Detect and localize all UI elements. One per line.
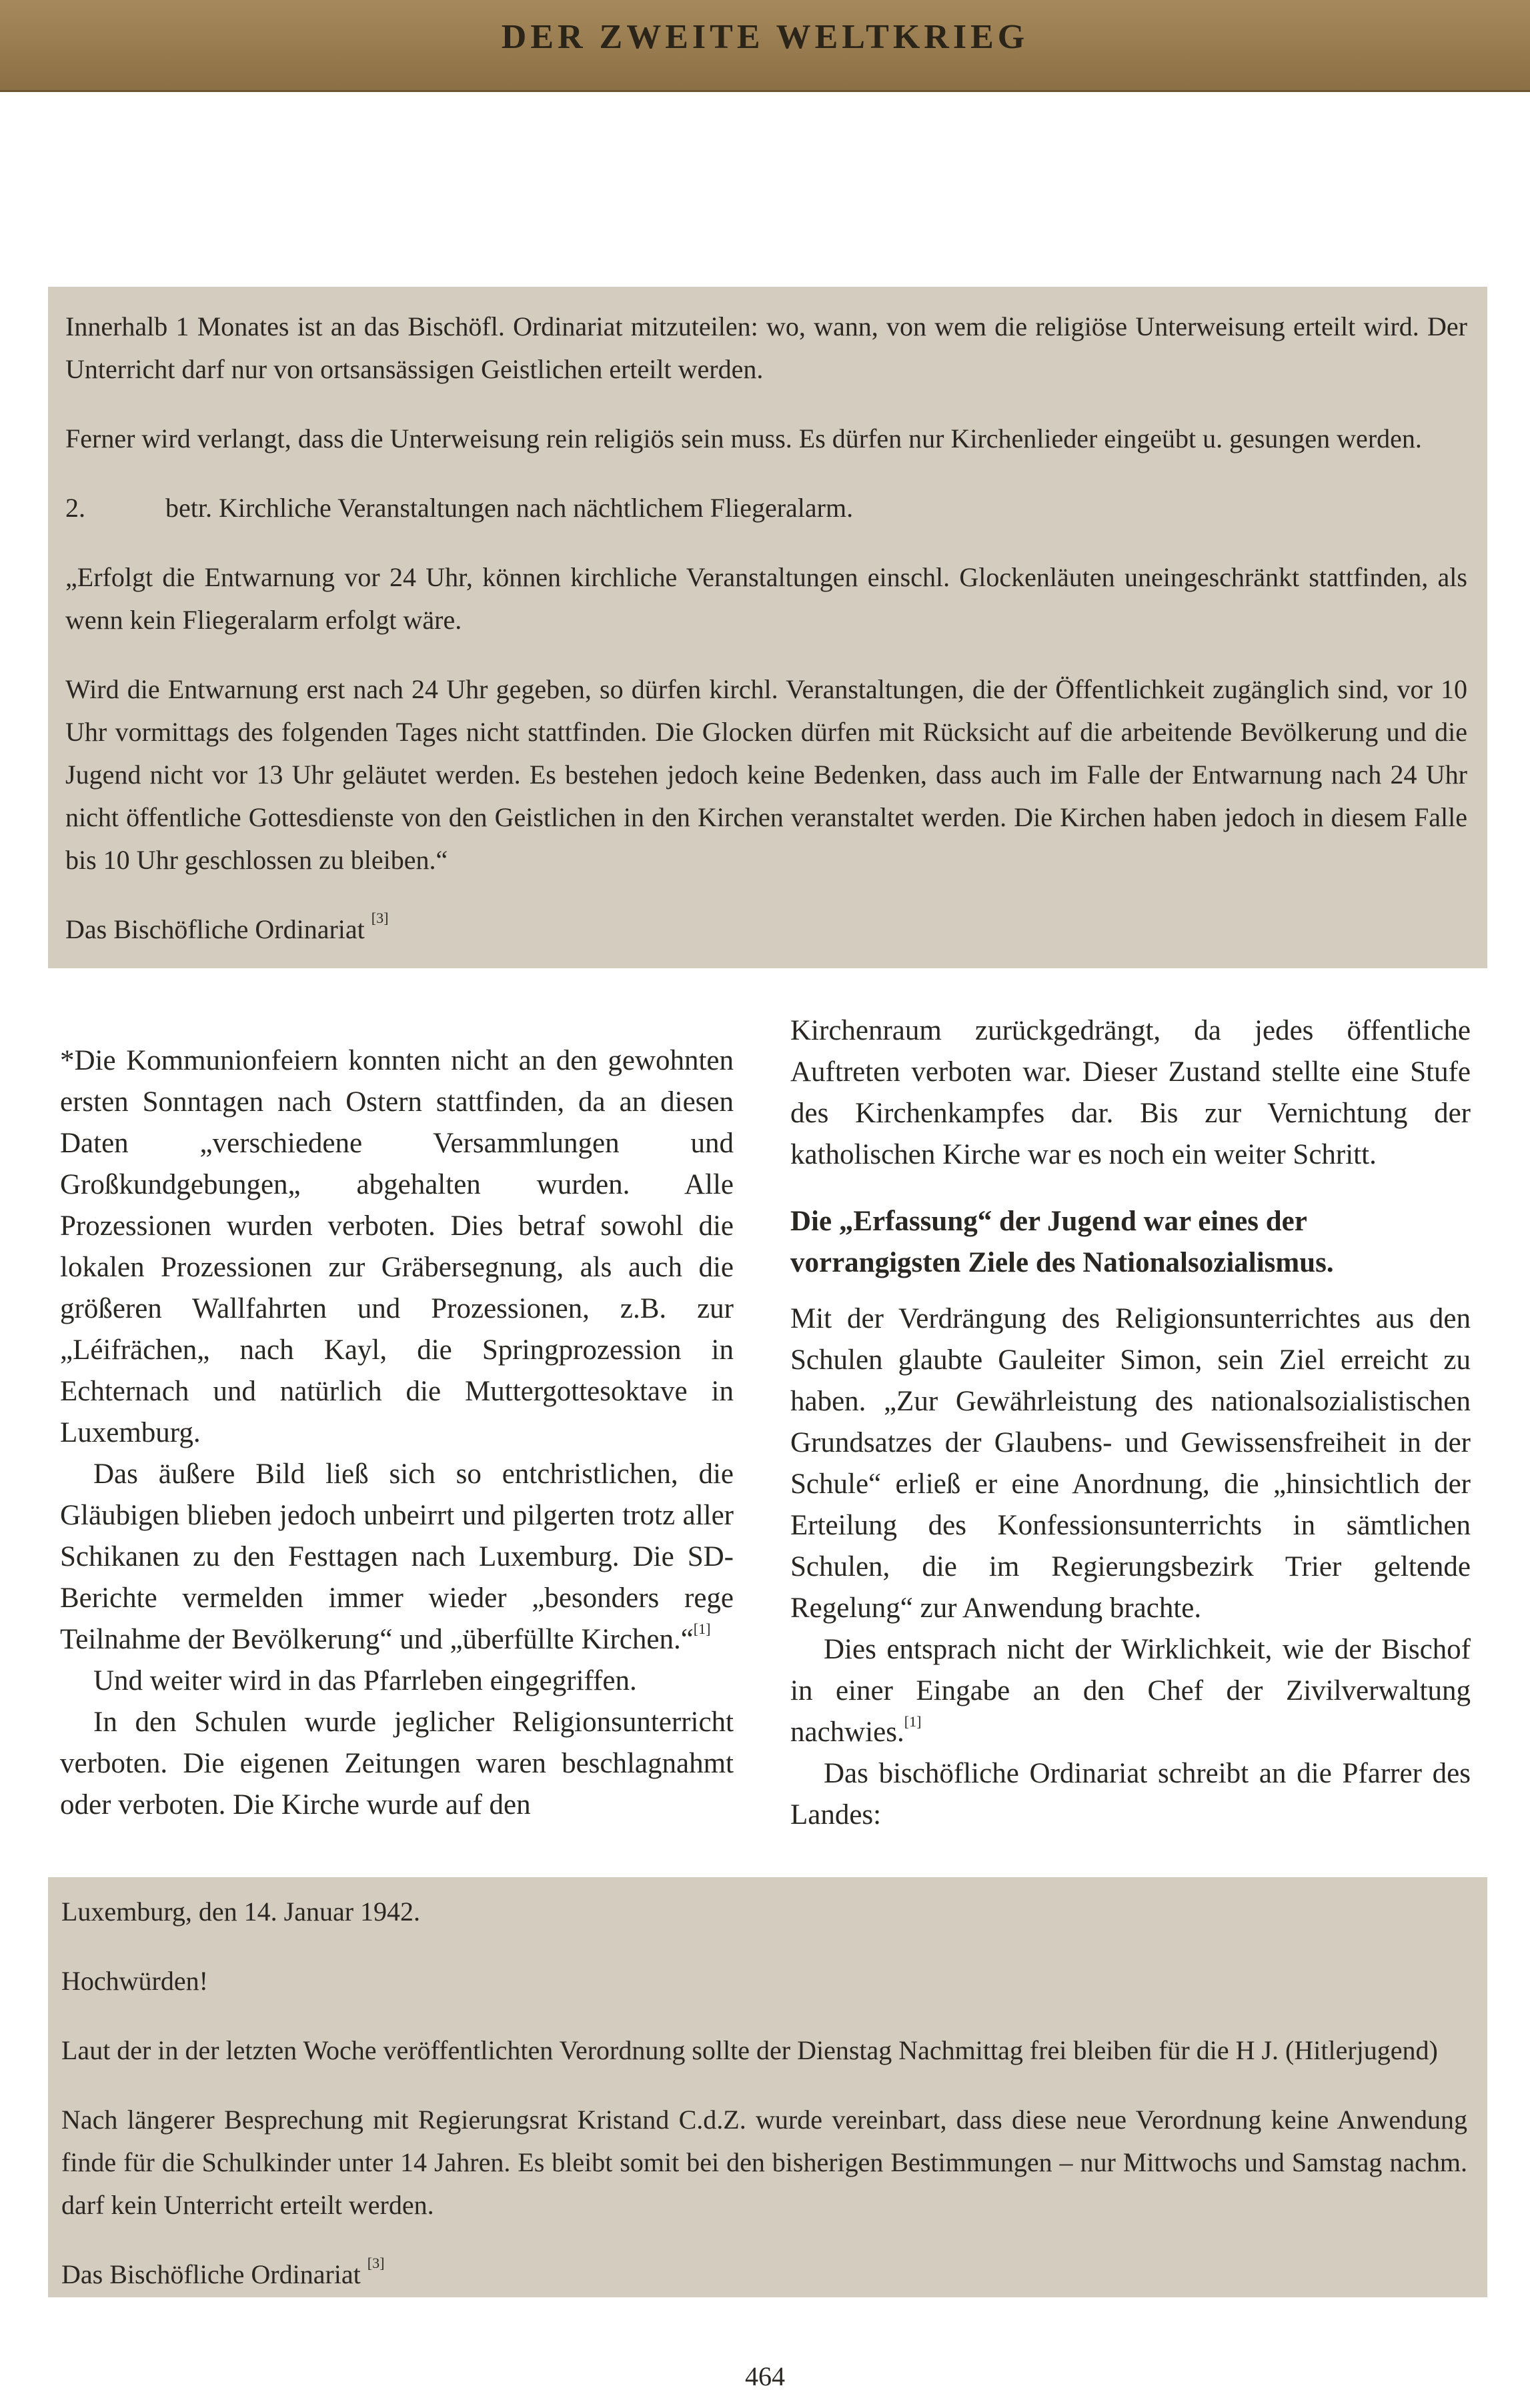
body-paragraph [790,1629,1471,1753]
quote-paragraph: Ferner wird verlangt, dass die Unterweisung rein religiös sein muss. Es dürfen nur Kirchenlieder eingeübt u. gesungen werden. [65,423,1422,453]
quoted-document-box-bottom [48,1877,1487,2297]
quote-paragraph: Nach längerer Besprechung mit Regierungsrat Kristand C.d.Z. wurde vereinbart, dass diese neue Verordnung keine Anwendung finde für die Schulkinder unter 14 Jahren. Es bleibt somit bei den bisherigen Bestimmungen – nur Mittwochs und Samstag nachm. darf kein Unterricht erteilt werden. [61,2105,1467,2220]
body-paragraph: *Die Kommunionfeiern konnten nicht an den gewohnten ersten Sonntagen nach Ostern stattfinden, da an diesen Daten „verschiedene Versammlungen und Großkundgebungen„ abgehalten wurden. Alle Prozessionen wurden verboten. Dies betraf sowohl die lokalen Prozessionen zur Gräbersegnung, als auch die größeren Wallfahrten und Prozessionen, z.B. zur „Léifrächen„ nach Kayl, die Springprozession in Echternach und natürlich die Muttergottesoktave in Luxemburg. [60,1045,734,1448]
body-text: Das äußere Bild ließ sich so entchristlichen, die Gläubigen blieben jedoch unbeirrt und pilgerten trotz aller Schikanen zu den Festtagen nach Luxemburg. Die SD-Berichte vermelden immer wieder „besonders rege Teilnahme der Bevölkerung“ und „überfüllte Kirchen.“ [60,1458,734,1655]
body-paragraph [60,1454,734,1660]
body-paragraph: Mit der Verdrängung des Religionsunterrichtes aus den Schulen glaubte Gauleiter Simon, sein Ziel erreicht zu haben. „Zur Gewährleistung des nationalsozialistischen Grundsatzes der Glaubens- und Gewissensfreiheit in der Schule“ erließ er eine Anordnung, die „hinsichtlich der Erteilung des Konfessionsunterrichts in sämtlichen Schulen, die im Regierungsbezirk Trier geltende Regelung“ zur Anwendung brachte. [790,1303,1471,1624]
item-text: betr. Kirchliche Veranstaltungen nach nächtlichem Fliegeralarm. [165,493,854,523]
left-text-column [60,1040,734,1826]
body-paragraph: Kirchenraum zurückgedrängt, da jedes öffentliche Auftreten verboten war. Dieser Zustand stellte eine Stufe des Kirchenkampfes dar. Bis zur Vernichtung der katholischen Kirche war es noch ein weiter Schritt. [790,1015,1471,1170]
footnote-ref: [1] [904,1713,922,1730]
item-number: 2. [65,493,85,523]
quote-paragraph: Innerhalb 1 Monates ist an das Bischöfl. Ordinariat mitzuteilen: wo, wann, von wem die religiöse Unterweisung erteilt wird. Der Unterricht darf nur von ortsansässigen Geistlichen erteilt werden. [65,311,1467,384]
signature-text: Das Bischöfliche Ordinariat [61,2259,361,2289]
footnote-ref: [1] [693,1620,711,1637]
right-text-column [790,1010,1471,1836]
footnote-ref: [3] [367,2255,385,2271]
section-heading: Die „Erfassung“ der Jugend war eines der vorrangigsten Ziele des Nationalsozialismus. [790,1206,1334,1278]
quote-numbered-item [65,487,1467,529]
quote-paragraph: Laut der in der letzten Woche veröffentlichten Verordnung sollte der Dienstag Nachmittag frei bleiben für die H J. (Hitlerjugend) [61,2035,1438,2065]
signature-text: Das Bischöfliche Ordinariat [65,914,365,944]
chapter-header-band [0,0,1530,92]
body-paragraph: Das bischöfliche Ordinariat schreibt an die Pfarrer des Landes: [790,1758,1471,1831]
quote-paragraph: Wird die Entwarnung erst nach 24 Uhr gegeben, so dürfen kirchl. Veranstaltungen, die der Öffentlichkeit zugänglich sind, vor 10 Uhr vormittags des folgenden Tages nicht stattfinden. Die Glocken dürfen mit Rücksicht auf die arbeitende Bevölkerung und die Jugend nicht vor 13 Uhr geläutet werden. Es bestehen jedoch keine Bedenken, dass auch im Falle der Entwarnung nach 24 Uhr nicht öffentliche Gottesdienste von den Geistlichen in den Kirchen veranstaltet werden. Die Kirchen haben jedoch in diesem Falle bis 10 Uhr geschlossen zu bleiben.“ [65,674,1467,875]
page-number: 464 [745,2361,785,2391]
body-paragraph: Und weiter wird in das Pfarrleben eingegriffen. [93,1665,637,1696]
footnote-ref: [3] [371,910,389,926]
quote-paragraph: „Erfolgt die Entwarnung vor 24 Uhr, können kirchliche Veranstaltungen einschl. Glockenläuten uneingeschränkt stattfinden, als wenn kein Fliegeralarm erfolgt wäre. [65,562,1467,635]
letter-salutation: Hochwürden! [61,1966,208,1996]
letter-date-line: Luxemburg, den 14. Januar 1942. [61,1897,421,1927]
quote-signature [65,908,1467,951]
chapter-title: DER ZWEITE WELTKRIEG [501,18,1029,56]
body-text: Dies entsprach nicht der Wirklichkeit, wie der Bischof in einer Eingabe an den Chef der Zivilverwaltung nachwies. [790,1634,1471,1748]
quote-signature [61,2253,1467,2296]
quoted-document-box-top [48,287,1487,968]
body-paragraph: In den Schulen wurde jeglicher Religionsunterricht verboten. Die eigenen Zeitungen waren beschlagnahmt oder verboten. Die Kirche wurde auf den [60,1706,734,1821]
